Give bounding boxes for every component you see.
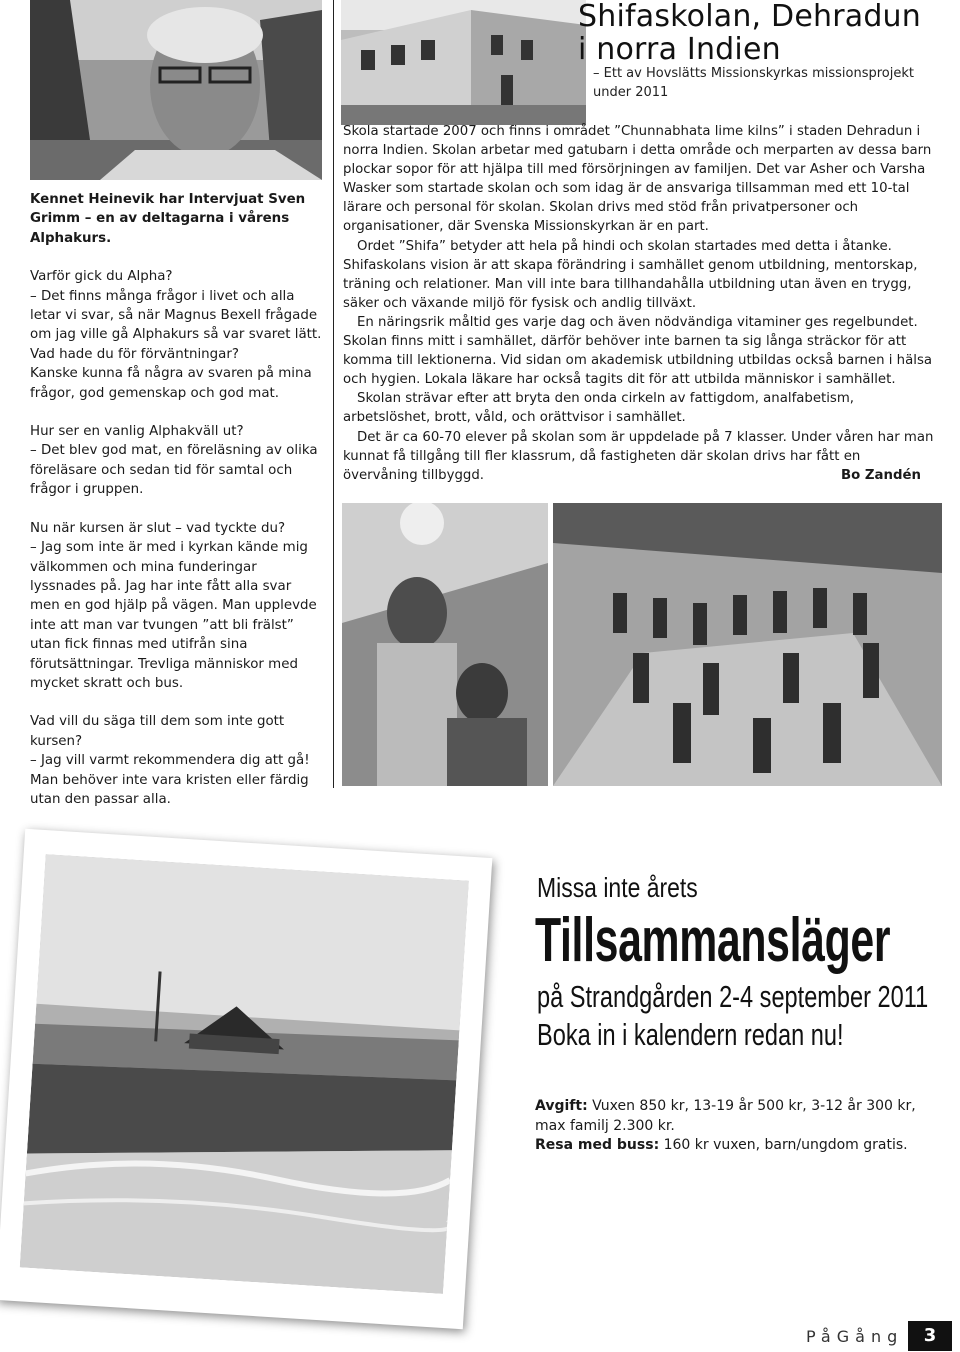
bus-label: Resa med buss: bbox=[535, 1137, 660, 1153]
qa-item bbox=[30, 422, 322, 500]
interview-column bbox=[30, 190, 322, 828]
children-photo-left bbox=[342, 503, 548, 786]
answer: – Jag vill varmt rekommendera dig att gå! Man behöver inte vara kristen eller färdig utan den passar alla. bbox=[30, 753, 310, 807]
answer: – Det finns många frågor i livet och alla letar vi svar, så när Magnus Bexell frågade om jag ville gå Alphakurs så var svaret lätt. bbox=[30, 288, 322, 343]
ad-fees bbox=[535, 1097, 935, 1156]
children-photo-right bbox=[553, 503, 942, 786]
question: Varför gick du Alpha? bbox=[30, 269, 173, 285]
article-signature: Bo Zandén bbox=[841, 467, 921, 483]
question: Vad hade du för förväntningar? bbox=[30, 346, 239, 362]
fee-text: Vuxen 850 kr, 13-19 år 500 kr, 3-12 år 300 kr, max familj 2.300 kr. bbox=[535, 1098, 916, 1134]
article-title: Shifaskolan, Dehradun i norra Indien bbox=[578, 0, 921, 67]
camp-photo bbox=[20, 854, 469, 1294]
postcard-photo bbox=[0, 829, 492, 1329]
column-divider bbox=[333, 0, 334, 788]
interview-intro: Kennet Heinevik har Intervjuat Sven Grimm – en av deltagarna i vårens Alphakurs. bbox=[30, 192, 306, 246]
qa-item bbox=[30, 267, 322, 403]
ad-reminder: Boka in i kalendern redan nu! bbox=[537, 1017, 844, 1052]
answer: – Jag som inte är med i kyrkan kände mig välkommen och mina funderingar lyssnades på. Jag har inte fått alla svar men en god hjälp på vägen. Man upplevde inte att man var tvungen ”att bli frälst” utan fick finnas med utifrån sina förutsättningar. Trevliga människor med mycket skratt och bus. bbox=[30, 540, 317, 691]
article-paragraph bbox=[343, 428, 936, 485]
question: Hur ser en vanlig Alphakväll ut? bbox=[30, 424, 244, 440]
publication-name: PåGång bbox=[806, 1327, 904, 1346]
portrait-photo bbox=[30, 0, 322, 180]
page-number: 3 bbox=[908, 1321, 952, 1351]
question: Nu när kursen är slut – vad tyckte du? bbox=[30, 520, 286, 536]
article-paragraph: Skolan strävar efter att bryta den onda cirkeln av fattigdom, analfabetism, arbetslöshet, brott, våld, och orättvisor i samhället. bbox=[343, 391, 855, 426]
article-paragraph: Skola startade 2007 och finns i området ”Chunnabhata lime kilns” i staden Dehradun i norra Indien. Skolan arbetar med gatubarn i detta område och merparten av dessa barn plockar sopor för att hjälpa till med försörjningen av familjen. Det var Asher och Varsha Wasker som startade skolan och som idag är de ansvariga tillsamman med ett 10-tal lärare och personal för skolan. Skolan drivs med stöd från privatpersoner och organisationer, där Svenska Missionskyrkan är en part. bbox=[343, 124, 932, 235]
answer: – Det blev god mat, en föreläsning av olika föreläsare och sedan tid för samtal och frågor i gruppen. bbox=[30, 443, 318, 498]
answer: Kanske kunna få några av svaren på mina frågor, god gemenskap och god mat. bbox=[30, 366, 312, 401]
ad-details bbox=[537, 978, 928, 1054]
ad-pretitle: Missa inte årets bbox=[537, 872, 698, 903]
qa-item bbox=[30, 519, 322, 694]
school-building-photo bbox=[341, 0, 586, 125]
qa-item bbox=[30, 712, 322, 809]
article-paragraph-text: Det är ca 60-70 elever på skolan som är uppdelade på 7 klasser. Under våren har man kunnat få tillgång till fler klassrum, då fastigheten där skolan drivs har fått en övervåning tillbyggd. bbox=[343, 429, 934, 483]
article-paragraph: En näringsrik måltid ges varje dag och även nödvändiga vitaminer ges regelbundet. Skolan finns mitt i samhället, därför behöver inte barnen ta sig långa sträckor för att komma till lektionerna. Vid sidan om akademisk utbildning utbildas också barnen i hälsa och hygien. Lokala läkare har också tagits dit för att utbilda människor i samhället. bbox=[343, 314, 933, 388]
ad-location-date: på Strandgården 2-4 september 2011 bbox=[537, 979, 929, 1014]
article-paragraph: Ordet ”Shifa” betyder att hela på hindi och skolan startades med detta i åtanke. Shifaskolans vision är att skapa förändring i samhället genom utbildning, mentorskap, träning och relationer. Man vill inte bara tillhandahålla utbildning utan även en trygg, säker och växande miljö för fysisk och andlig tillväxt. bbox=[343, 238, 918, 311]
question: Vad vill du säga till dem som inte gott kursen? bbox=[30, 714, 285, 749]
bus-text: 160 kr vuxen, barn/ungdom gratis. bbox=[659, 1137, 908, 1153]
fee-label: Avgift: bbox=[535, 1098, 588, 1114]
article-subtitle: – Ett av Hovslätts Missionskyrkas missionsprojekt under 2011 bbox=[593, 66, 914, 100]
ad-title: Tillsammansläger bbox=[535, 906, 891, 975]
article-body bbox=[343, 122, 936, 485]
